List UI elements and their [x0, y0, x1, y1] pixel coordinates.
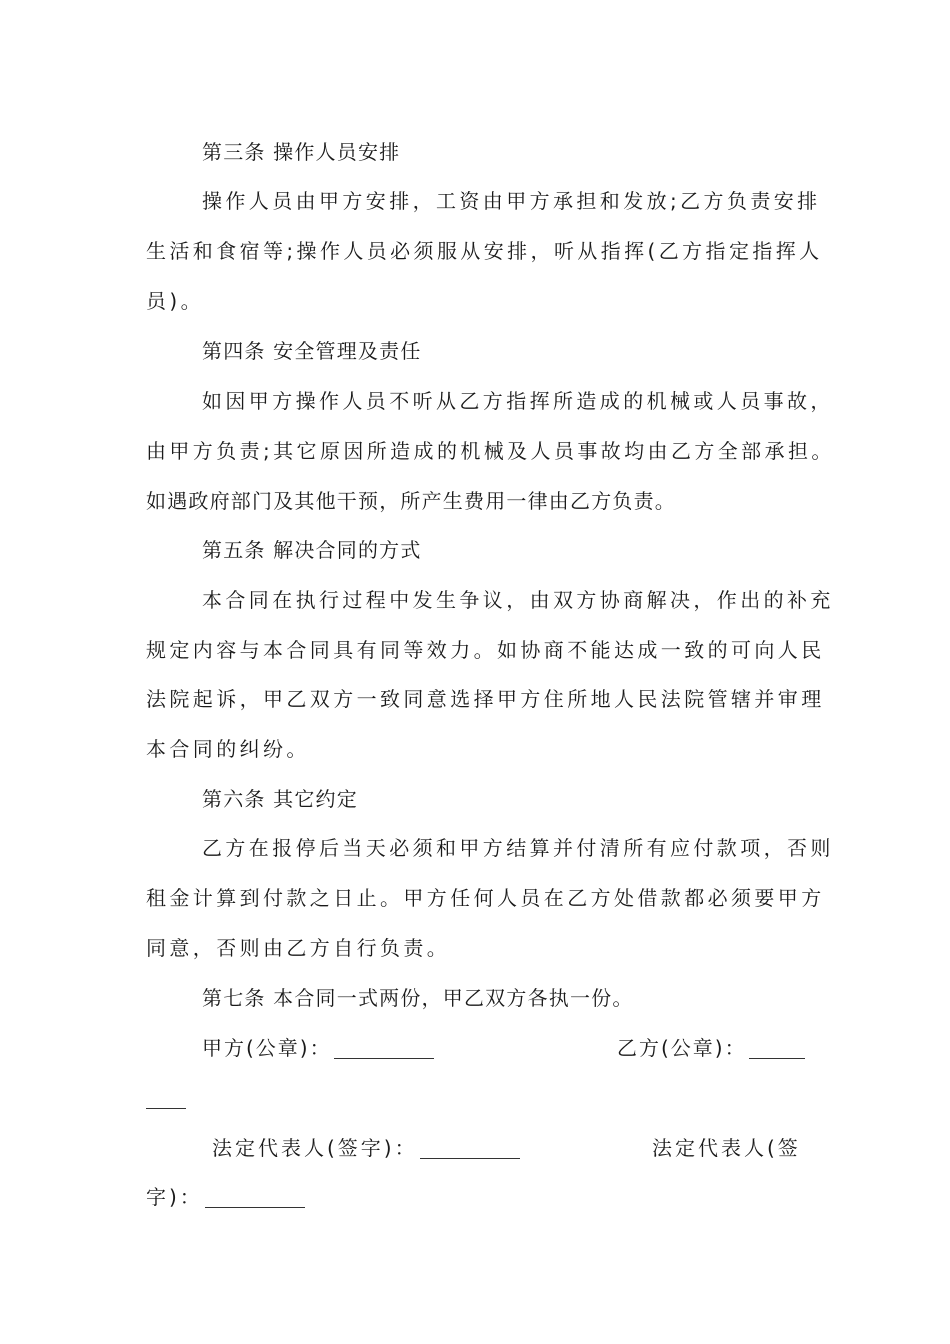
article-3-title: 第三条 操作人员安排 — [202, 140, 401, 164]
party-a-rep-blank[interactable] — [420, 1138, 520, 1159]
article-3-line-1: 操作人员由甲方安排，工资由甲方承担和发放;乙方负责安排 — [202, 189, 821, 213]
article-5-line-2: 规定内容与本合同具有同等效力。如协商不能达成一致的可向人民 — [146, 638, 825, 662]
article-5-title: 第五条 解决合同的方式 — [202, 538, 422, 562]
party-a-rep-label: 法定代表人(签字)： — [212, 1136, 418, 1160]
party-b-rep-label-2: 字)： — [146, 1185, 203, 1209]
party-b-rep-label-1: 法定代表人(签 — [652, 1136, 801, 1160]
party-a-seal-blank[interactable] — [334, 1038, 434, 1059]
article-5-line-1: 本合同在执行过程中发生争议，由双方协商解决，作出的补充 — [202, 588, 834, 612]
article-6-line-2: 租金计算到付款之日止。甲方任何人员在乙方处借款都必须要甲方 — [146, 886, 825, 910]
article-5-line-3: 法院起诉，甲乙双方一致同意选择甲方住所地人民法院管辖并审理 — [146, 687, 825, 711]
party-a-representative — [212, 1135, 520, 1161]
party-b-representative — [652, 1135, 801, 1161]
article-4-title: 第四条 安全管理及责任 — [202, 339, 422, 363]
party-b-rep-blank[interactable] — [205, 1187, 305, 1208]
party-b-seal — [617, 1035, 805, 1061]
article-7-title: 第七条 本合同一式两份，甲乙双方各执一份。 — [202, 986, 634, 1010]
article-5-line-4: 本合同的纠纷。 — [146, 737, 310, 761]
article-6-title: 第六条 其它约定 — [202, 787, 358, 811]
party-a-seal-label: 甲方(公章)： — [202, 1036, 332, 1060]
article-3-line-3: 员)。 — [146, 289, 205, 313]
party-b-seal-label: 乙方(公章)： — [617, 1036, 747, 1060]
article-6-line-1: 乙方在报停后当天必须和甲方结算并付清所有应付款项，否则 — [202, 836, 834, 860]
article-6-line-3: 同意，否则由乙方自行负责。 — [146, 936, 451, 960]
article-4-line-1: 如因甲方操作人员不听从乙方指挥所造成的机械或人员事故， — [202, 389, 834, 413]
party-a-seal — [202, 1035, 434, 1061]
party-b-seal-blank-continued — [146, 1085, 186, 1111]
party-b-seal-blank-wrap[interactable] — [146, 1088, 186, 1109]
article-4-line-2: 由甲方负责;其它原因所造成的机械及人员事故均由乙方全部承担。 — [146, 439, 835, 463]
article-3-line-2: 生活和食宿等;操作人员必须服从安排，听从指挥(乙方指定指挥人 — [146, 239, 823, 263]
article-4-line-3: 如遇政府部门及其他干预，所产生费用一律由乙方负责。 — [146, 489, 676, 513]
party-b-representative-continued — [146, 1184, 305, 1210]
party-b-seal-blank[interactable] — [749, 1038, 805, 1059]
